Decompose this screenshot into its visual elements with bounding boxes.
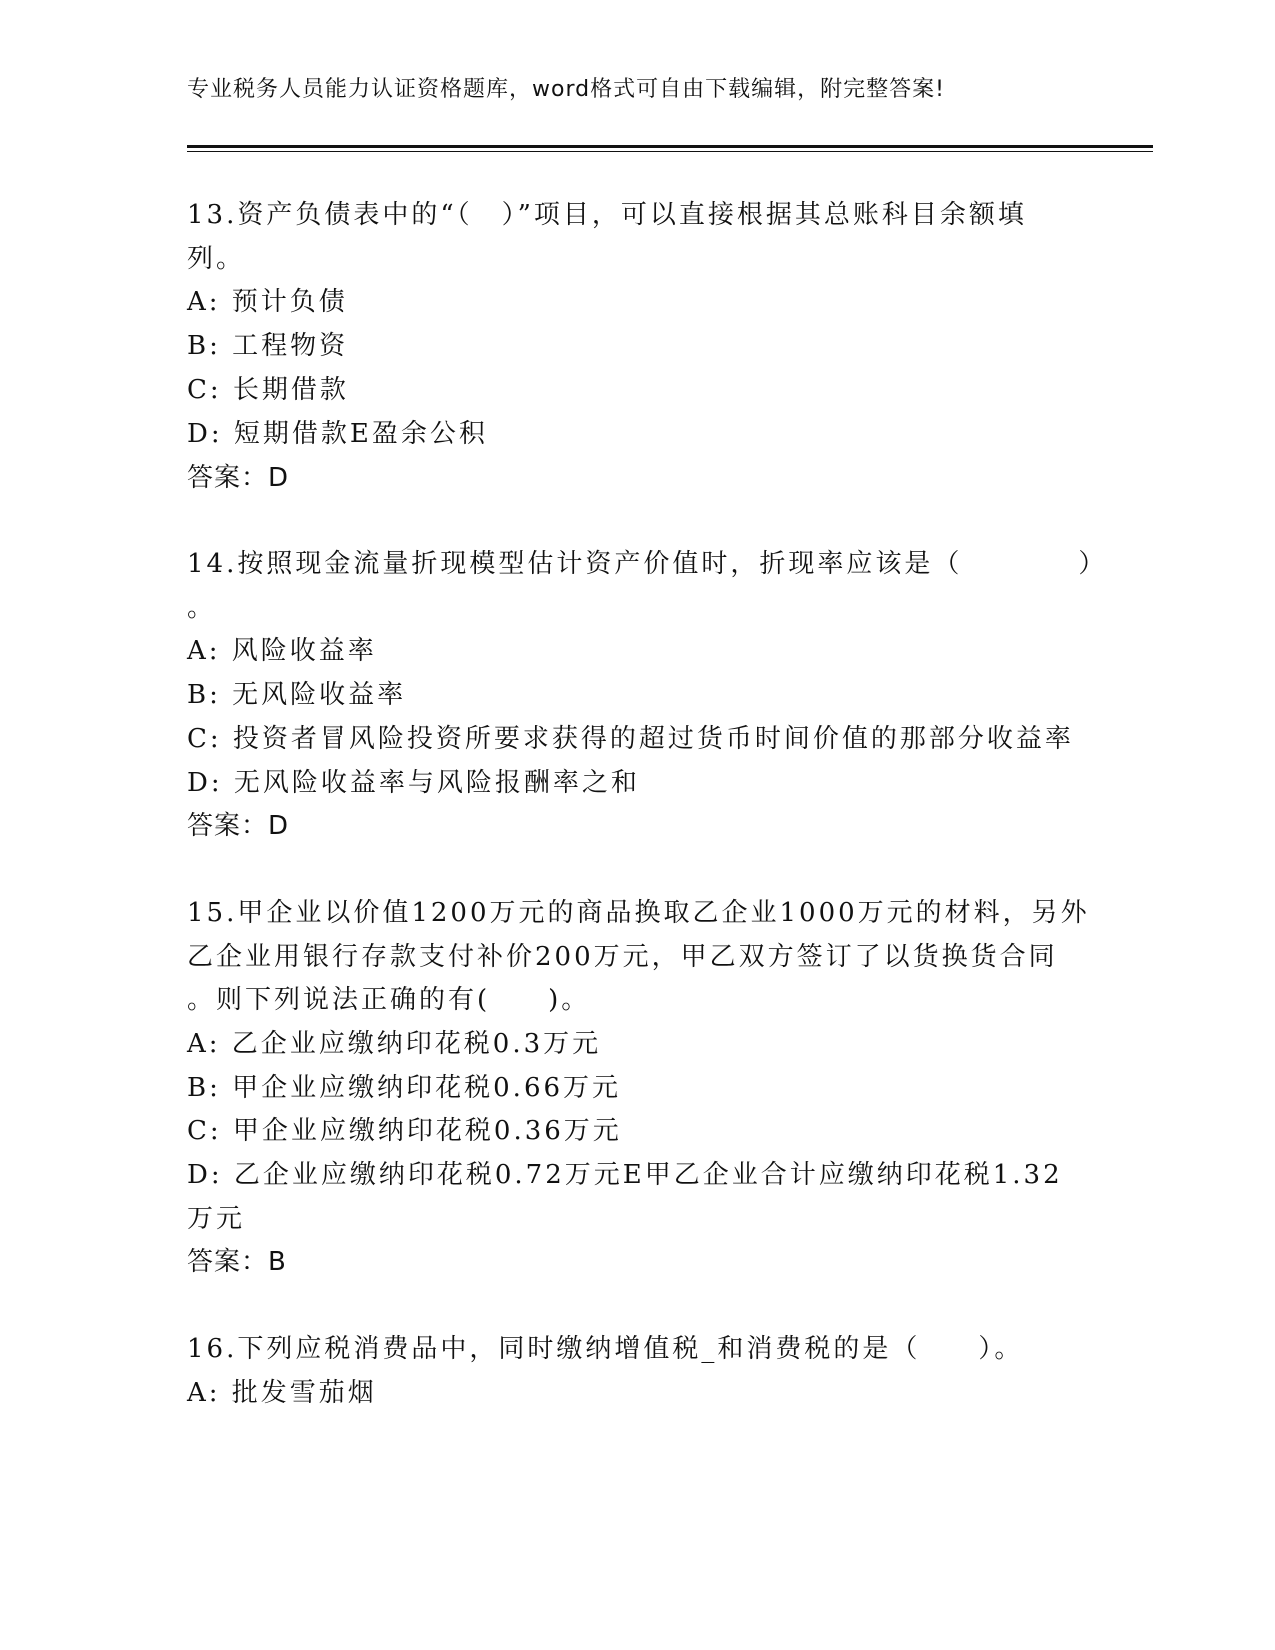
question-15-stem-line-3: 。则下列说法正确的有( )。 — [187, 985, 591, 1015]
question-16-stem-line-1: 16.下列应税消费品中，同时缴纳增值税_和消费税的是（ ）。 — [187, 1334, 1024, 1364]
question-15-option-a: A: 乙企业应缴纳印花税0.3万元 — [187, 1029, 602, 1059]
question-14-stem-line-1: 14.按照现金流量折现模型估计资产价值时，折现率应该是（ ） — [187, 549, 1108, 579]
question-14-option-d: D: 无风险收益率与风险报酬率之和 — [187, 768, 640, 798]
question-15-option-c: C: 甲企业应缴纳印花税0.36万元 — [187, 1116, 622, 1146]
question-15-stem-line-2: 乙企业用银行存款支付补价200万元，甲乙双方签订了以货换货合同 — [187, 942, 1058, 972]
question-13-option-d: D: 短期借款E盈余公积 — [187, 419, 488, 449]
question-14-option-b: B: 无风险收益率 — [187, 680, 407, 710]
question-14-option-a: A: 风险收益率 — [187, 636, 377, 666]
question-15-answer: 答案：B — [187, 1247, 287, 1277]
question-13-stem-line-2: 列。 — [187, 244, 246, 274]
question-15-stem-line-1: 15.甲企业以价值1200万元的商品换取乙企业1000万元的材料，另外 — [187, 898, 1090, 928]
question-15-option-b: B: 甲企业应缴纳印花税0.66万元 — [187, 1073, 622, 1103]
question-13-option-c: C: 长期借款 — [187, 375, 349, 405]
question-16-option-a: A: 批发雪茄烟 — [187, 1378, 377, 1408]
question-13-option-a: A: 预计负债 — [187, 287, 348, 317]
question-13-option-b: B: 工程物资 — [187, 331, 349, 361]
header-divider — [187, 145, 1153, 152]
question-13-answer: 答案：D — [187, 463, 290, 493]
page-header: 专业税务人员能力认证资格题库，word格式可自由下载编辑，附完整答案! — [187, 77, 945, 102]
question-15-option-d: D: 乙企业应缴纳印花税0.72万元E甲乙企业合计应缴纳印花税1.32 — [187, 1160, 1063, 1190]
question-14-option-c: C: 投资者冒风险投资所要求获得的超过货币时间价值的那部分收益率 — [187, 724, 1074, 754]
question-14-stem-line-2: 。 — [187, 593, 217, 623]
question-15-option-d-continued: 万元 — [187, 1204, 246, 1234]
question-14-answer: 答案：D — [187, 811, 290, 841]
question-13-stem-line-1: 13.资产负债表中的“（ ）”项目，可以直接根据其总账科目余额填 — [187, 200, 1027, 230]
